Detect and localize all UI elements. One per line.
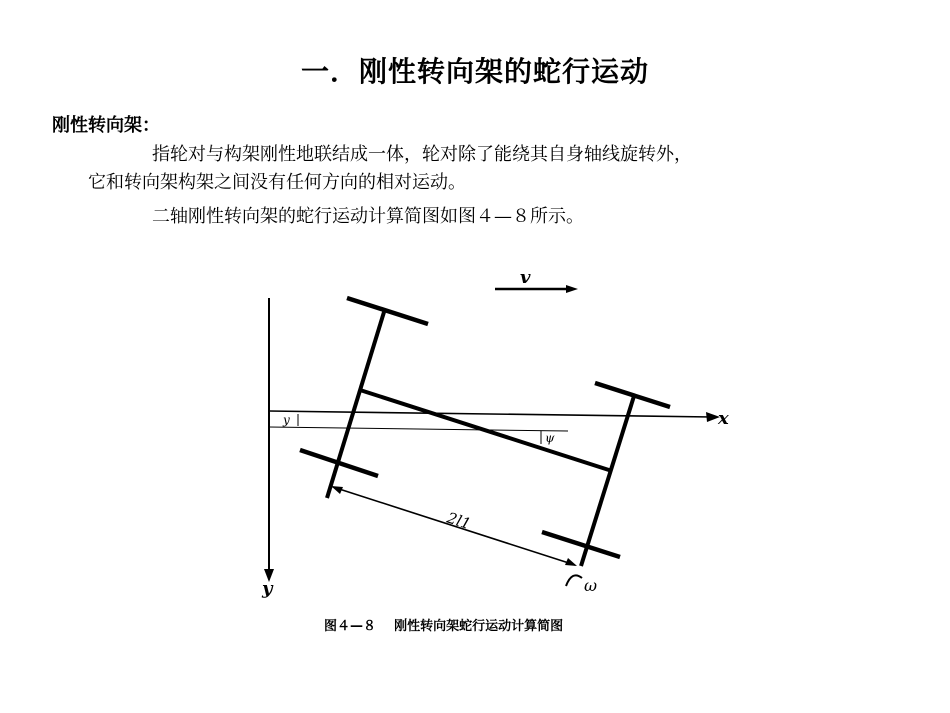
x-axis-label: x [718,408,729,429]
displaced-centerline [269,427,568,431]
paragraph-definition-line-1: 指轮对与构架刚性地联结成一体，轮对除了能绕其自身轴线旋转外， [152,144,692,165]
y-axis-label: y [262,578,273,599]
x-axis [269,411,712,417]
bogie-frame-beam [360,390,612,471]
paragraph-figure-reference: 二轴刚性转向架的蛇行运动计算简图如图４—８所示。 [152,206,584,227]
velocity-label: v [520,267,531,288]
rear-wheel-bottom [542,532,620,557]
rear-axle [581,396,634,566]
velocity-arrowhead [566,285,578,293]
yaw-angle-label: ψ [545,431,555,445]
section-heading: 刚性转向架： [52,115,160,136]
angular-velocity-label: ω [584,576,598,595]
paragraph-definition-line-2: 它和转向架构架之间没有任何方向的相对运动。 [88,172,466,193]
slide-title: 一．刚性转向架的蛇行运动 [300,55,649,88]
figure-caption: 图４—８ 刚性转向架蛇行运动计算简图 [324,619,564,634]
wheelbase-arrow-left [331,486,343,494]
angular-velocity-arc [566,575,582,586]
y-offset-label: y [283,413,290,427]
front-wheel-top [347,298,428,324]
wheelbase-label: 2l1 [444,508,474,534]
wheelbase-arrow-right [565,558,577,566]
